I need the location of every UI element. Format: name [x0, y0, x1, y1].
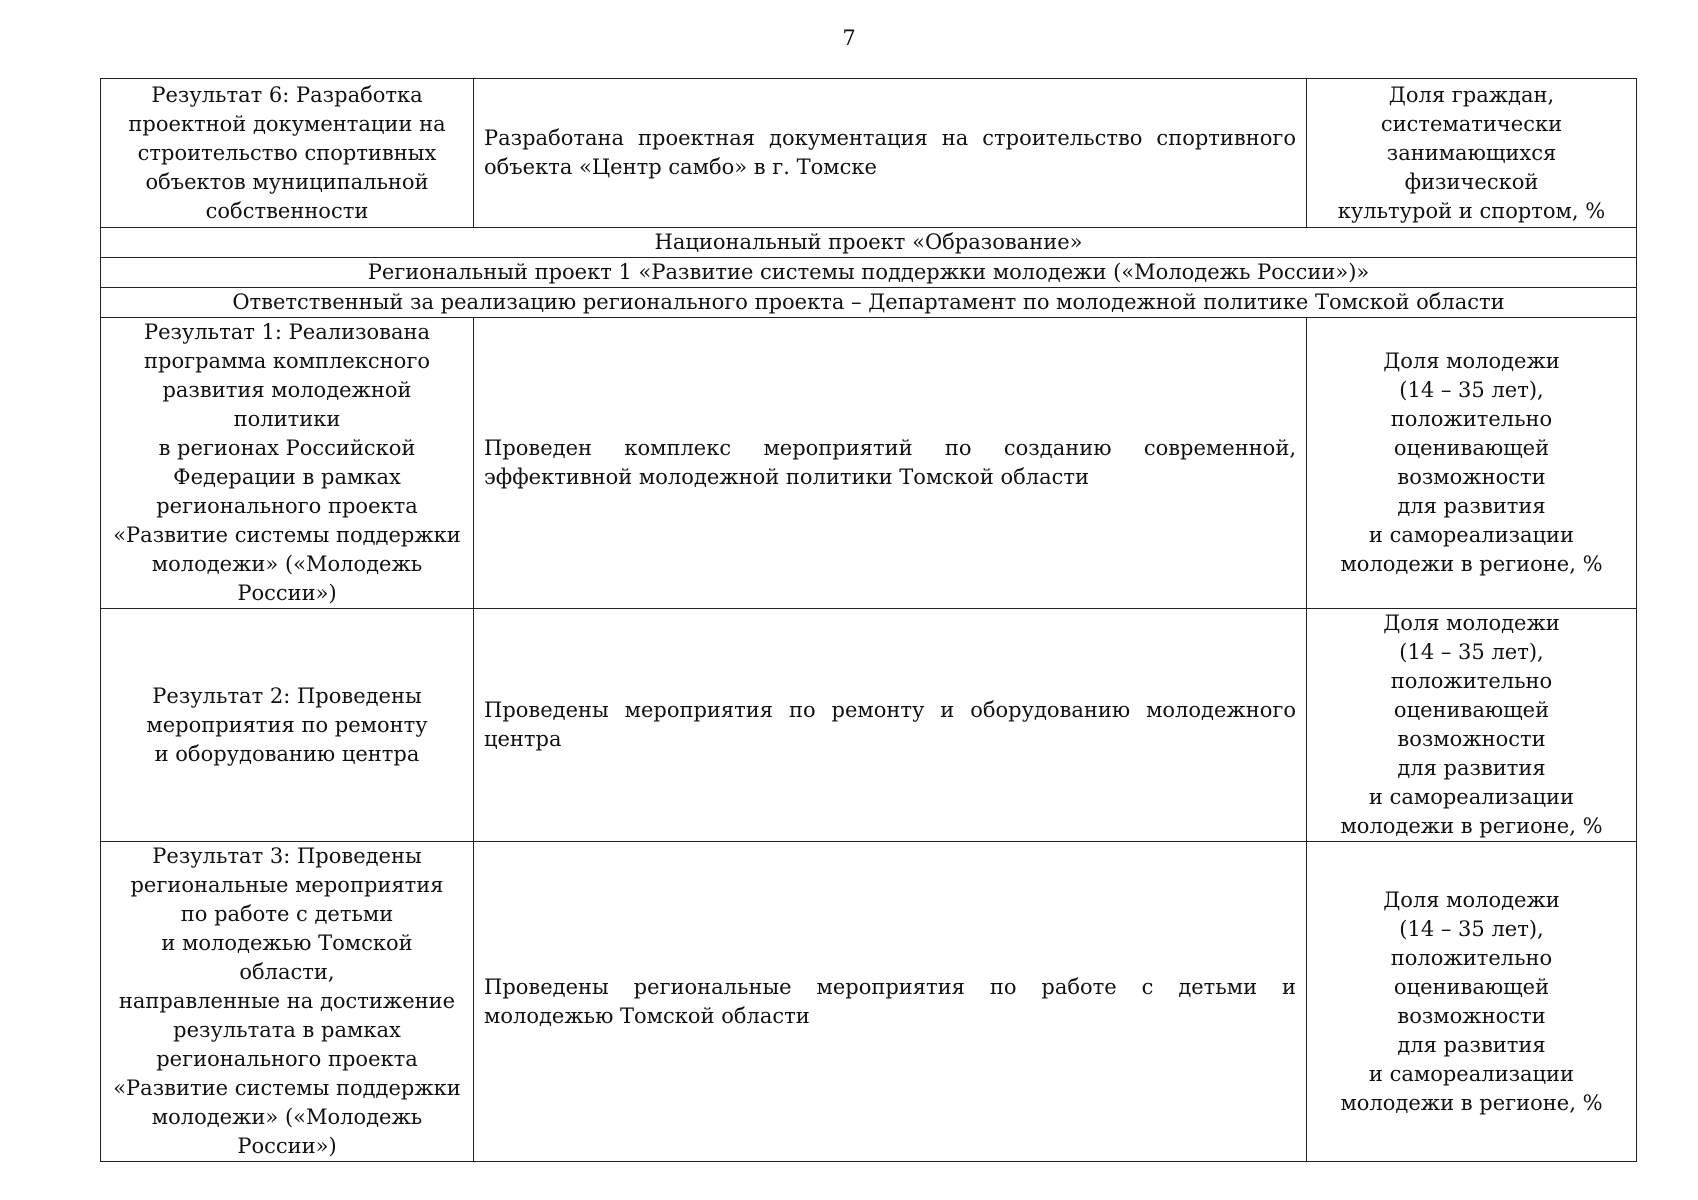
result-line: программа комплексного	[144, 349, 430, 373]
indicator-line: (14 – 35 лет), положительно	[1390, 916, 1553, 970]
responsible-heading: Ответственный за реализацию регионального проекта – Департамент по молодежной политике Томской области	[101, 288, 1637, 318]
table-row	[101, 79, 1637, 228]
description-cell: Проведен комплекс мероприятий по созданию современной, эффективной молодежной политики Томской области	[474, 318, 1307, 609]
result-cell	[101, 318, 474, 609]
result-line: региональные мероприятия	[130, 873, 444, 897]
page-number: 7	[842, 26, 856, 50]
description-cell: Проведены мероприятия по ремонту и оборудованию молодежного центра	[474, 609, 1307, 842]
table-row	[101, 609, 1637, 842]
result-line: в регионах Российской	[158, 436, 416, 460]
indicator-line: Доля граждан,	[1388, 82, 1555, 107]
indicator-line: Доля молодежи	[1383, 887, 1560, 912]
result-line: развития молодежной политики	[162, 378, 412, 431]
regional-project-heading: Региональный проект 1 «Развитие системы поддержки молодежи («Молодежь России»)»	[101, 258, 1637, 288]
table-row	[101, 318, 1637, 609]
result-line: Результат 3: Проведены	[152, 844, 422, 868]
indicator-line: оценивающей возможности	[1393, 436, 1550, 489]
indicator-line: для развития	[1397, 756, 1546, 780]
indicator-line: Доля молодежи	[1383, 349, 1560, 373]
result-line: «Развитие системы поддержки	[113, 523, 461, 547]
indicator-line: молодежи в регионе, %	[1340, 552, 1603, 576]
indicator-line: (14 – 35 лет), положительно	[1390, 640, 1553, 693]
description-cell: Разработана проектная документация на строительство спортивного объекта «Центр самбо» в г. Томске	[474, 79, 1307, 228]
national-project-heading: Национальный проект «Образование»	[101, 228, 1637, 258]
result-line: мероприятия по ремонту	[146, 712, 428, 737]
result-line: Результат 1: Реализована	[143, 320, 431, 344]
result-line: регионального проекта	[156, 1047, 418, 1071]
results-table	[100, 78, 1637, 1162]
result-line: Результат 6: Разработка	[151, 82, 423, 107]
indicator-cell	[1307, 79, 1637, 228]
result-line: проектной документации на	[128, 111, 446, 136]
result-cell	[101, 609, 474, 842]
result-cell	[101, 79, 474, 228]
result-cell	[101, 842, 474, 1162]
indicator-line: (14 – 35 лет), положительно	[1390, 378, 1553, 431]
indicator-cell	[1307, 842, 1637, 1162]
indicator-line: и самореализации	[1368, 523, 1575, 547]
indicator-line: оценивающей возможности	[1393, 974, 1550, 1028]
indicator-line: и самореализации	[1368, 785, 1575, 809]
result-line: объектов муниципальной	[145, 169, 429, 194]
result-line: «Развитие системы поддержки	[113, 1076, 461, 1100]
result-line: и молодежью Томской области,	[161, 931, 413, 984]
indicator-line: систематически	[1380, 111, 1563, 136]
result-line: России»)	[237, 581, 337, 605]
indicator-line: занимающихся физической	[1386, 140, 1557, 194]
indicator-line: культурой и спортом, %	[1337, 198, 1606, 223]
result-line: России»)	[237, 1134, 337, 1158]
result-line: регионального проекта	[156, 494, 418, 518]
result-line: Результат 2: Проведены	[152, 683, 422, 708]
result-line: строительство спортивных	[137, 140, 437, 165]
result-line: Федерации в рамках	[173, 465, 401, 489]
section-row	[101, 288, 1637, 318]
section-row	[101, 258, 1637, 288]
table-row	[101, 842, 1637, 1162]
result-line: молодежи» («Молодежь	[151, 552, 423, 576]
indicator-cell	[1307, 609, 1637, 842]
result-line: и оборудованию центра	[154, 741, 420, 766]
result-line: результата в рамках	[173, 1018, 401, 1042]
indicator-line: для развития	[1397, 494, 1546, 518]
indicator-line: для развития	[1397, 1032, 1546, 1057]
result-line: по работе с детьми	[180, 902, 394, 926]
indicator-line: Доля молодежи	[1383, 611, 1560, 635]
indicator-line: и самореализации	[1368, 1061, 1575, 1086]
indicator-line: молодежи в регионе, %	[1340, 1090, 1603, 1115]
description-cell: Проведены региональные мероприятия по работе с детьми и молодежью Томской области	[474, 842, 1307, 1162]
indicator-line: молодежи в регионе, %	[1340, 814, 1603, 838]
indicator-line: оценивающей возможности	[1393, 698, 1550, 751]
result-line: молодежи» («Молодежь	[151, 1105, 423, 1129]
section-row	[101, 228, 1637, 258]
result-line: направленные на достижение	[118, 989, 456, 1013]
result-line: собственности	[205, 198, 369, 223]
indicator-cell	[1307, 318, 1637, 609]
